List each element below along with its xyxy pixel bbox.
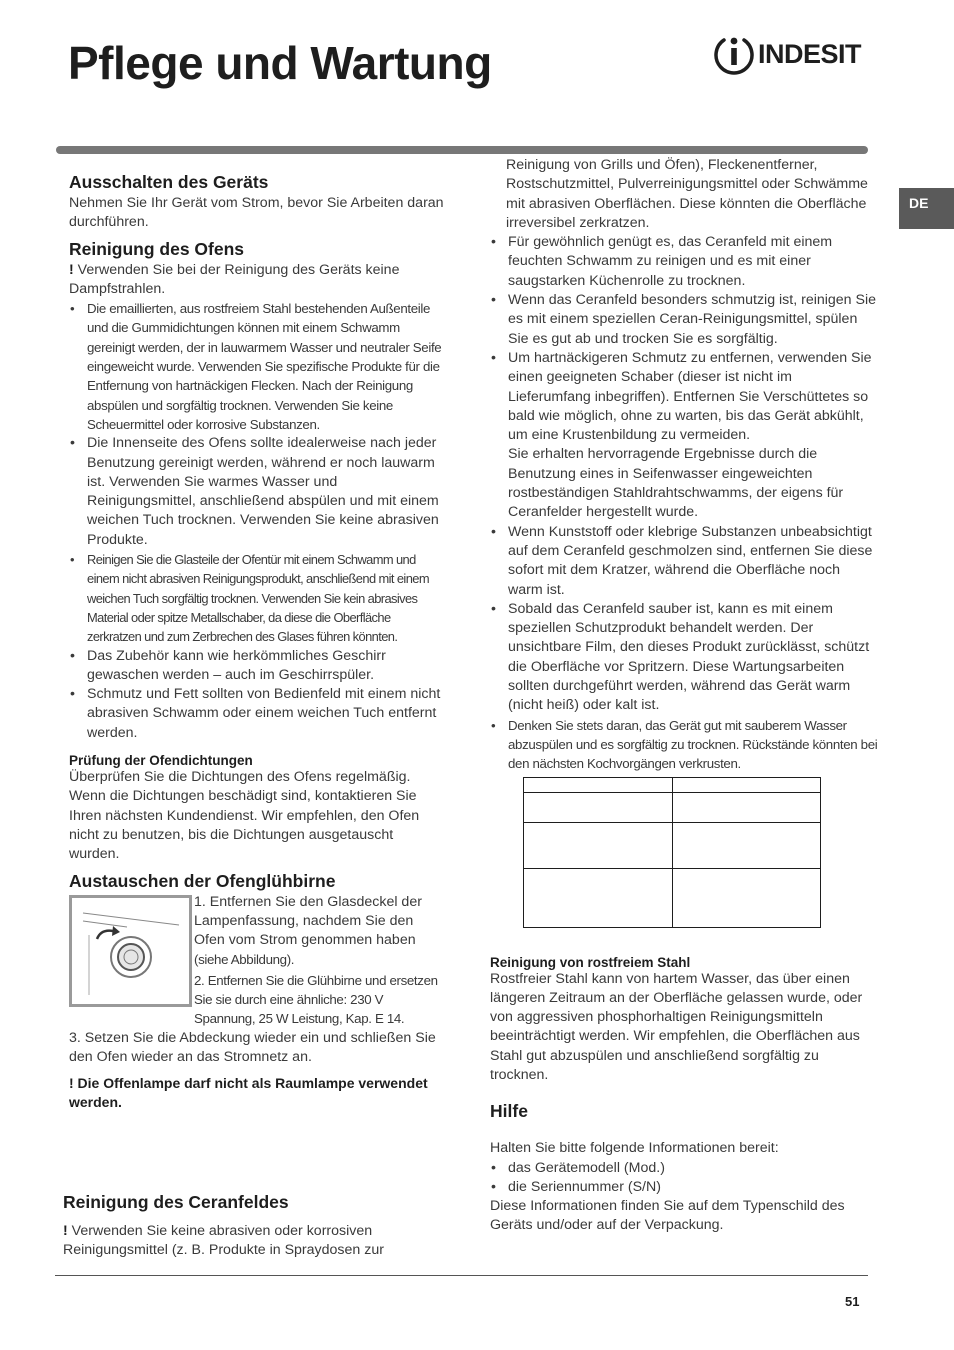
dichtungen-text: Überprüfen Sie die Dichtungen des Ofens regelmäßig. Wenn die Dichtungen beschädigt sind, kontaktieren Sie Ihren nächsten Kundendienst. Wir empfehlen, den Ofen nicht zu benutzen, bis die Dichtungen ausgetauscht wurden.	[69, 769, 420, 863]
rostfrei-text: Rostfreier Stahl kann von hartem Wasser, das über einen längeren Zeitraum an der Oberfläche gelassen wurde, oder von aggressiven phosphorhaltigen Reinigungsmitteln beeinträchtigt werden. Wir empfehlen, die Oberflächen aus Stahl gut abzuspülen und anschließend sorgfältig zu trocknen.	[490, 970, 863, 1083]
ofen-warning-text: Verwenden Sie bei der Reinigung des Geräts keine Dampfstrahlen.	[69, 261, 400, 297]
list-item: • Wenn Kunststoff oder klebrige Substanzen unbeabsichtigt auf dem Ceranfeld geschmolzen sind, entfernen Sie diese sofort mit dem Kratzer, während die Oberfläche noch warm ist.	[490, 523, 878, 600]
lamp-steps	[194, 893, 447, 1029]
language-tab[interactable]: DE	[899, 188, 954, 229]
ceranfeld-section	[63, 1186, 443, 1261]
table-cell	[673, 869, 821, 927]
ausschalten-text: Nehmen Sie Ihr Gerät vom Strom, bevor Sie Arbeiten daran durchführen.	[69, 195, 444, 231]
list-item: • Das Zubehör kann wie herkömmliches Geschirr gewaschen werden – auch im Geschirrspüler.	[69, 647, 447, 686]
lamp-warning: ! Die Offenlampe darf nicht als Raumlampe verwendet werden.	[69, 1075, 428, 1111]
list-item: • Reinigen Sie die Glasteile der Ofentür mit einem Schwamm und einem nicht abrasiven Reinigungsprodukt, anschließend mit einem weichen Tuch sorgfältig trocknen. Verwenden Sie kein abrasives Material oder spitze Metallschaber, da diese die Oberfläche zerkratzen und zum Zerbrechen des Glases führen könnten.	[69, 550, 447, 646]
right-column	[490, 156, 878, 1236]
page-title: Pflege und Wartung	[68, 37, 492, 89]
ceranfeld-warning-text: Verwenden Sie keine abrasiven oder korrosiven Reinigungsmittel (z. B. Produkte in Spraydosen zur	[63, 1223, 384, 1259]
list-item: • Wenn das Ceranfeld besonders schmutzig ist, reinigen Sie es mit einem speziellen Ceran-Reinigungsmittel, spülen Sie es gut ab und trocken Sie es sorgfältig.	[490, 291, 878, 349]
table-cell	[673, 823, 821, 868]
table-cell	[524, 869, 673, 927]
warning-mark: !	[69, 261, 74, 278]
section-heading-ceranfeld: Reinigung des Ceranfeldes	[63, 1192, 289, 1212]
list-item-extra: Sie erhalten hervorragende Ergebnisse durch die Benutzung eines in Seifenwasser eingeweichten rostbeständigen Stahldrahtschwamms, der eigens für Ceranfelder hergestellt wurde.	[508, 446, 844, 521]
subheading-rostfrei: Reinigung von rostfreiem Stahl	[490, 954, 691, 970]
section-heading-gluehbirne: Austauschen der Ofenglühbirne	[69, 870, 336, 891]
oven-lamp-illustration	[69, 895, 192, 1007]
list-item: • Schmutz und Fett sollten von Bedienfeld mit einem nicht abrasiven Schwamm oder einem weichen Tuch entfernt werden.	[69, 685, 447, 743]
ofen-warning	[69, 261, 447, 300]
subheading-dichtungen: Prüfung der Ofendichtungen	[69, 753, 253, 769]
section-heading-hilfe: Hilfe	[490, 1101, 528, 1122]
table-row	[524, 778, 820, 793]
warning-mark: !	[63, 1223, 68, 1239]
ceranfeld-bullet-list	[490, 233, 878, 773]
section-heading-reinigung-ofen: Reinigung des Ofens	[69, 238, 245, 259]
list-item: • Die Innenseite des Ofens sollte idealerweise nach jeder Benutzung gereinigt werden, während er noch lauwarm ist. Verwenden Sie warmes Wasser und Reinigungsmittel, anschließend abspülen und mit einem weichen Tuch trocknen. Verwenden Sie keine abrasiven Produkte.	[69, 434, 447, 550]
hilfe-intro: Halten Sie bitte folgende Informationen bereit:	[490, 1140, 779, 1157]
hilfe-outro: Diese Informationen finden Sie auf dem Typenschild des Geräts und/oder auf der Verpackung.	[490, 1198, 845, 1234]
indesit-i-icon	[714, 32, 754, 78]
hilfe-list	[490, 1159, 878, 1198]
ceranfeld-warning	[63, 1222, 443, 1261]
list-item: • die Seriennummer (S/N)	[490, 1178, 878, 1197]
table-cell	[524, 793, 673, 822]
lamp-step-2: 2. Entfernen Sie die Glühbirne und ersetzen Sie sie durch eine ähnliche: 230 V Spannung, 25 W Leistung, Kap. E 14.	[194, 972, 438, 1027]
ofen-bullet-list	[69, 299, 447, 743]
lamp-step-3: 3. Setzen Sie die Abdeckung wieder ein und schließen Sie den Ofen wieder an das Stromnetz an.	[69, 1029, 436, 1065]
list-item: • Sobald das Ceranfeld sauber ist, kann es mit einem speziellen Schutzprodukt behandelt werden. Der unsichtbare Film, den dieses Produkt zurücklässt, schützt die Oberfläche vor Spritzern. Diese Wartungsarbeiten sollten durchgeführt werden, während das Gerät warm (nicht heiß) oder kalt ist.	[490, 600, 878, 716]
table-cell	[673, 793, 821, 822]
table-row	[524, 793, 820, 823]
empty-table	[523, 777, 821, 928]
lamp-step-1: 1. Entfernen Sie den Glasdeckel der Lampenfassung, nachdem Sie den Ofen vom Strom genommen haben (siehe Abbildung).	[194, 893, 422, 968]
list-item: • Für gewöhnlich genügt es, das Ceranfeld mit einem feuchten Schwamm zu reinigen und es mit einer saugstarken Küchenrolle zu trocknen.	[490, 233, 878, 291]
brand-wordmark: INDESIT	[758, 39, 862, 69]
brand-logo	[714, 32, 874, 78]
ceranfeld-continuation: Reinigung von Grills und Öfen), Fleckenentferner, Rostschutzmittel, Pulverreinigungsmittel oder Schwämme mit abrasiven Oberflächen. Diese könnten die Oberfläche irreversibel zerkratzen.	[506, 157, 868, 231]
footer-rule	[55, 1275, 868, 1276]
list-item: • Denken Sie stets daran, das Gerät gut mit sauberem Wasser abzuspülen und es sorgfältig zu trocknen. Rückstände könnten bei den nächsten Kochvorgängen verkrusten.	[490, 716, 878, 774]
table-cell	[673, 778, 821, 792]
table-cell	[524, 778, 673, 792]
list-item: • Um hartnäckigeren Schmutz zu entfernen, verwenden Sie einen geeigneten Schaber (dieser ist nicht im Lieferumfang inbegriffen). Entfernen Sie Verschüttetes so bald wie möglich, ohne zu warten, bis das Gerät abkühlt, um eine Krustenbildung zu vermeiden. Sie erhalten hervorragende Ergebnisse durch die Benutzung eines in Seifenwasser eingeweichten rostbeständigen Stahldrahtschwamms, der eigens für Ceranfelder hergestellt wurde.	[490, 349, 878, 523]
page-number: 51	[845, 1294, 860, 1309]
list-item: • Die emaillierten, aus rostfreiem Stahl bestehenden Außenteile und die Gummidichtungen können mit einem Schwamm gereinigt werden, der in lauwarmem Wasser und neutraler Seife eingeweicht wurde. Verwenden Sie spezifische Produkte für die Entfernung von hartnäckigen Flecken. Nach der Reinigung abspülen und sorgfältig trocknen. Verwenden Sie keine Scheuermittel oder korrosive Substanzen.	[69, 299, 447, 434]
lamp-instructions	[69, 893, 447, 1029]
table-row	[524, 869, 820, 927]
list-item: • das Gerätemodell (Mod.)	[490, 1159, 878, 1178]
left-column	[69, 166, 447, 1112]
lamp-step-1-ref: (siehe Abbildung).	[194, 952, 295, 968]
table-cell	[524, 823, 673, 868]
table-row	[524, 823, 820, 869]
header-rule	[56, 146, 868, 154]
section-heading-ausschalten: Ausschalten des Geräts	[69, 172, 269, 192]
